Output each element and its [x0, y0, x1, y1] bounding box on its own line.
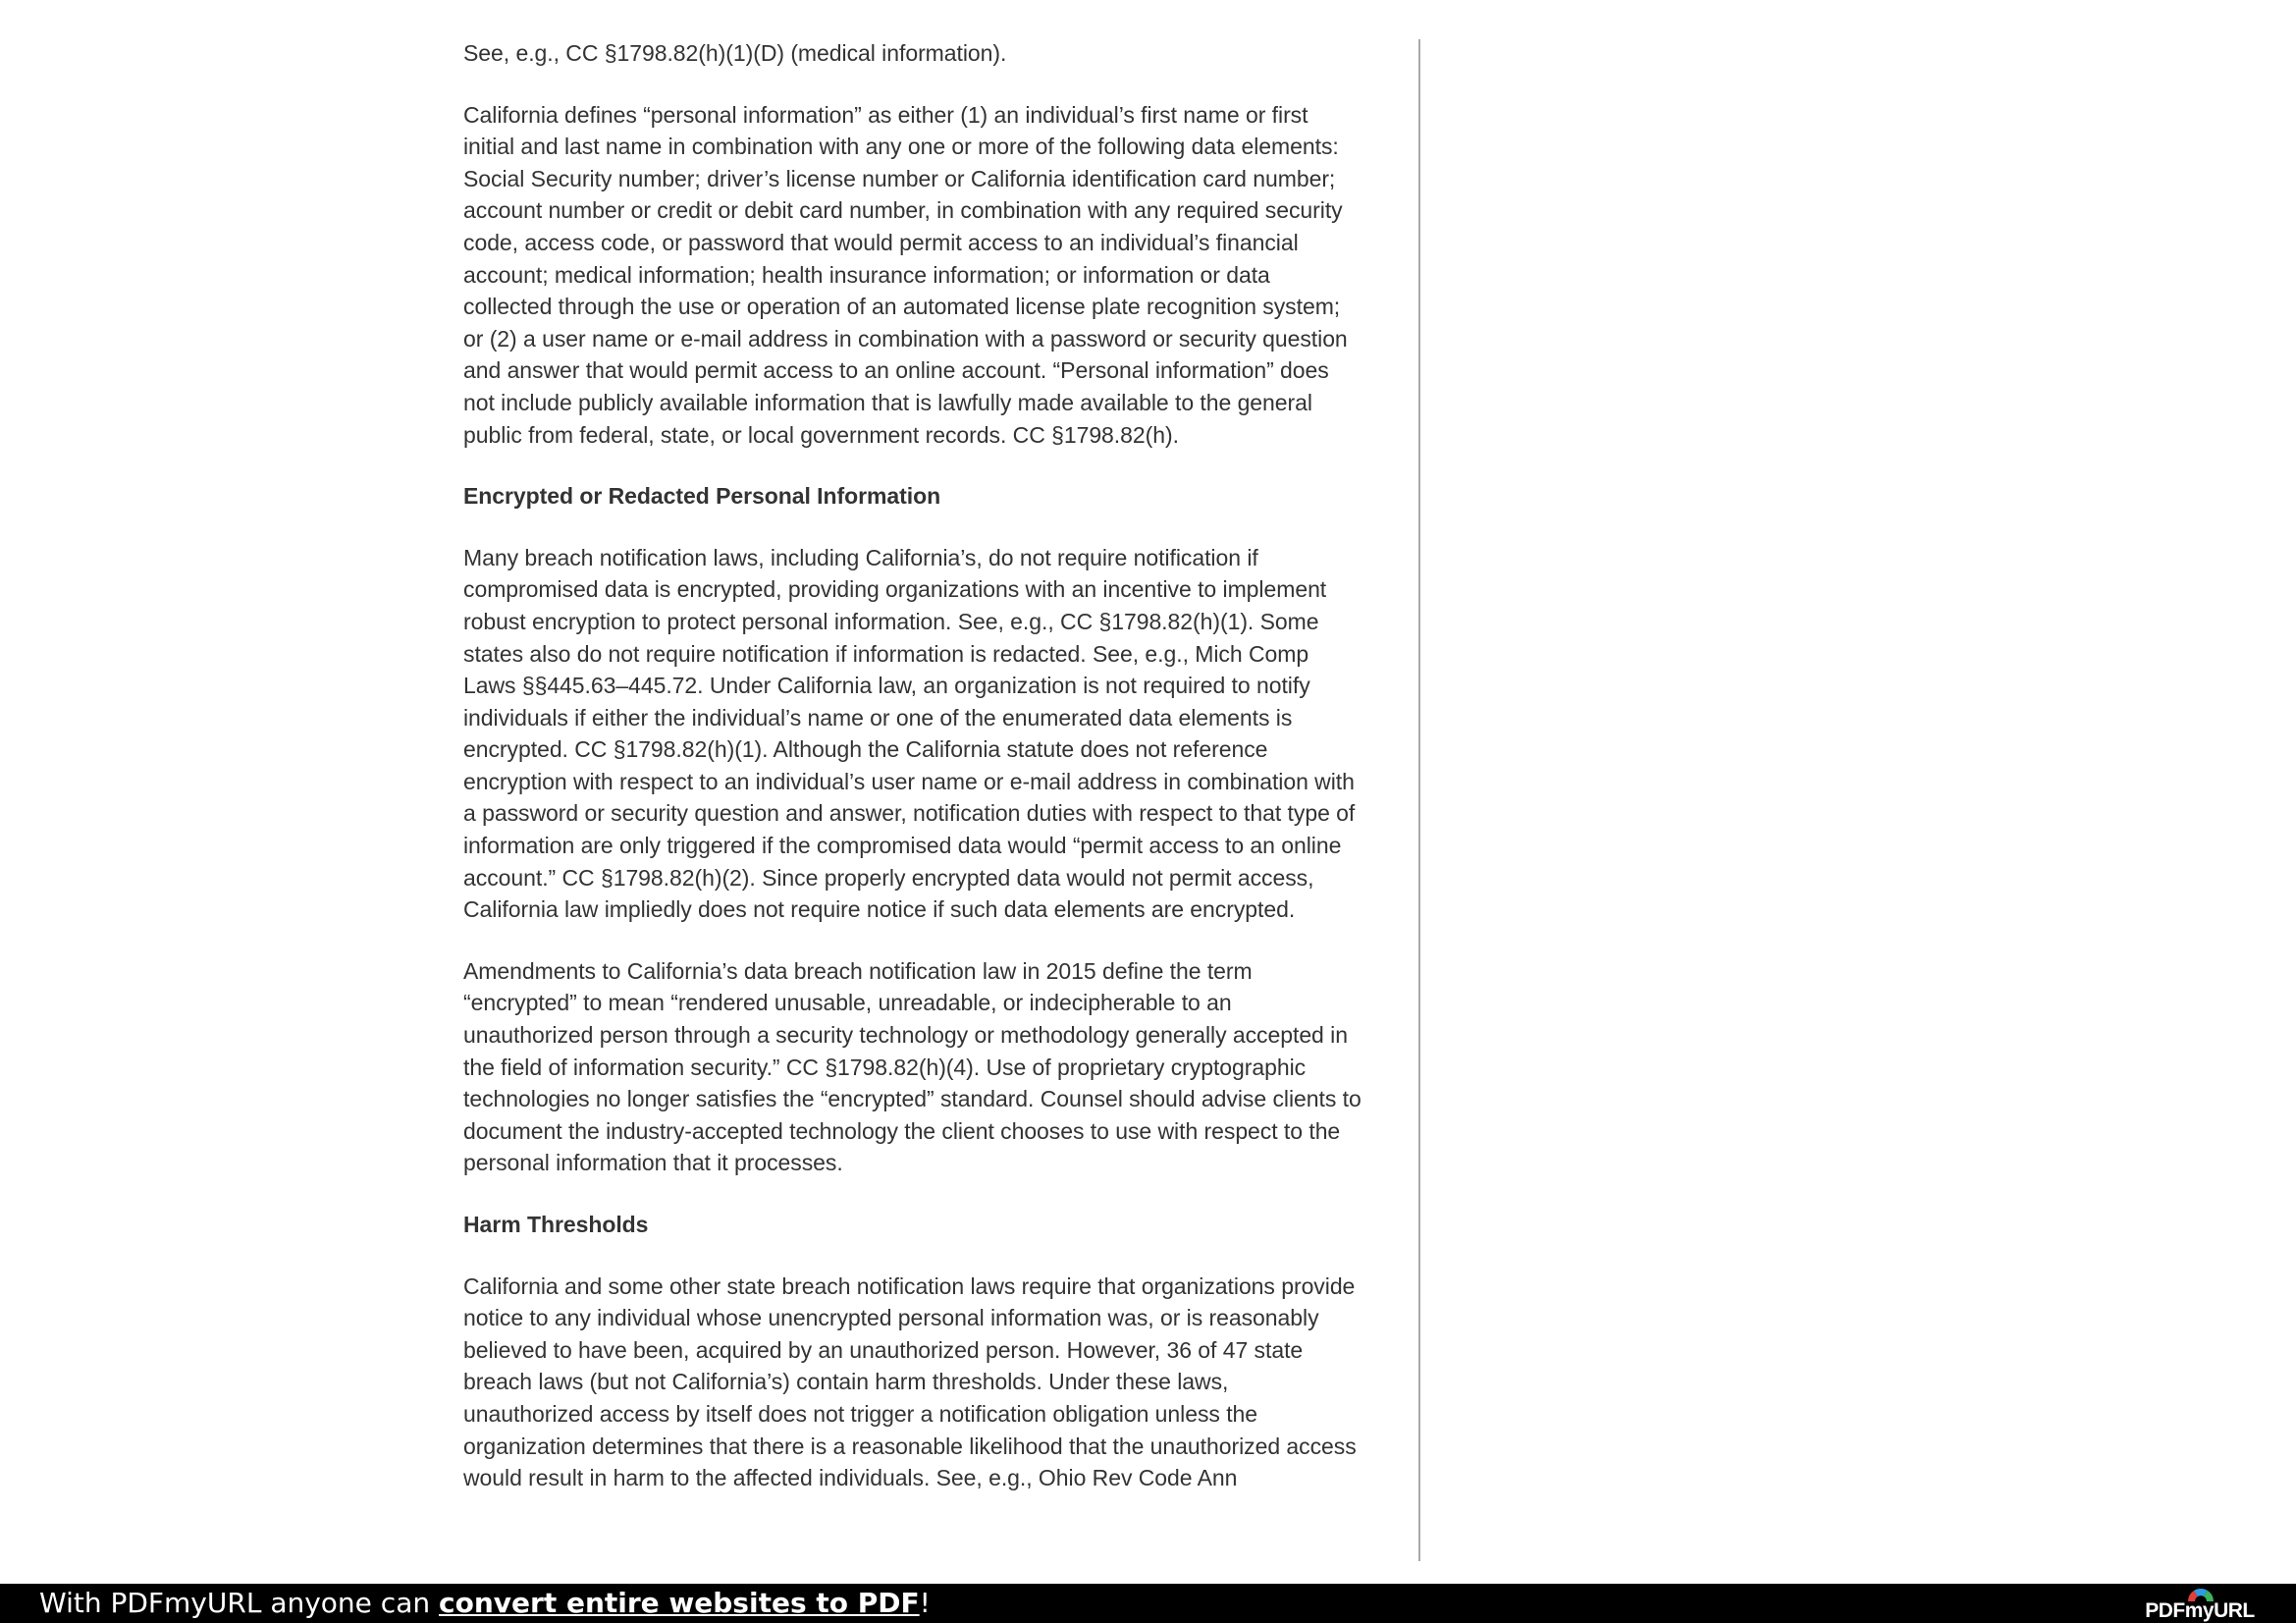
pdfmyurl-banner	[0, 1584, 2296, 1623]
paragraph-harm-thresholds: California and some other state breach notification laws require that organizations provide notice to any individual whose unencrypted personal information was, or is reasonably believed to have been, acquired by an unauthorized person. However, 36 of 47 state breach laws (but not California’s) contain harm thresholds. Under these laws, unauthorized access by itself does not trigger a notification obligation unless the organization determines that there is a reasonable likelihood that the unauthorized access would result in harm to the affected individuals. See, e.g., Ohio Rev Code Ann	[463, 1272, 1357, 1491]
pdfmyurl-logo[interactable]	[2141, 1586, 2259, 1621]
banner-suffix: !	[919, 1587, 931, 1619]
paragraph-personal-information-definition: California defines “personal information” as either (1) an individual’s first name or first initial and last name in combination with any one or more of the following data elements: Social Security number; driver’s license number or California identification card number; account number or credit or debit card number, in combination with any required security code, access code, or password that would permit access to an individual’s financial account; medical information; health insurance information; or information or data collected through the use or operation of an automated license plate recognition system; or (2) a user name or e-mail address in combination with a password or security question and answer that would permit access to an online account. “Personal information” does not include publicly available information that is lawfully made available to the general public from federal, state, or local government records. CC §1798.82(h).	[463, 101, 1348, 448]
sidebar-divider	[1418, 39, 1420, 1561]
paragraph-medical-info-citation: See, e.g., CC §1798.82(h)(1)(D) (medical information).	[463, 40, 1007, 66]
paragraph-encryption-exemption: Many breach notification laws, including California’s, do not require notification if compromised data is encrypted, providing organizations with an incentive to implement robust encryption to protect personal information. See, e.g., CC §1798.82(h)(1). Some states also do not require notification if information is redacted. See, e.g., Mich Comp Laws §§445.63–445.72. Under California law, an organization is not required to notify individuals if either the individual’s name or one of the enumerated data elements is encrypted. CC §1798.82(h)(1). Although the California statute does not reference encryption with respect to an individual’s user name or e-mail address in combination with a password or security question and answer, notification duties with respect to that type of information are only triggered if the compromised data would “permit access to an online account.” CC §1798.82(h)(2). Since properly encrypted data would not permit access, California law impliedly does not require notice if such data elements are encrypted.	[463, 544, 1356, 923]
paragraph-encryption-amendments: Amendments to California’s data breach notification law in 2015 define the term “encrypted” to mean “rendered unusable, unreadable, or indecipherable to an unauthorized person through a security technology or methodology generally accepted in the field of information security.” CC §1798.82(h)(4). Use of proprietary cryptographic technologies no longer satisfies the “encrypted” standard. Counsel should advise clients to document the industry-accepted technology the client chooses to use with respect to the personal information that it processes.	[463, 957, 1362, 1176]
banner-prefix: With PDFmyURL anyone can	[39, 1587, 439, 1619]
heading-encrypted-redacted: Encrypted or Redacted Personal Information	[463, 483, 941, 510]
heading-harm-thresholds: Harm Thresholds	[463, 1212, 649, 1237]
brand-name: PDFmyURL	[2145, 1599, 2255, 1622]
banner-message	[39, 1584, 931, 1623]
article-body	[463, 37, 1362, 1494]
convert-websites-link[interactable]: convert entire websites to PDF	[439, 1587, 920, 1619]
